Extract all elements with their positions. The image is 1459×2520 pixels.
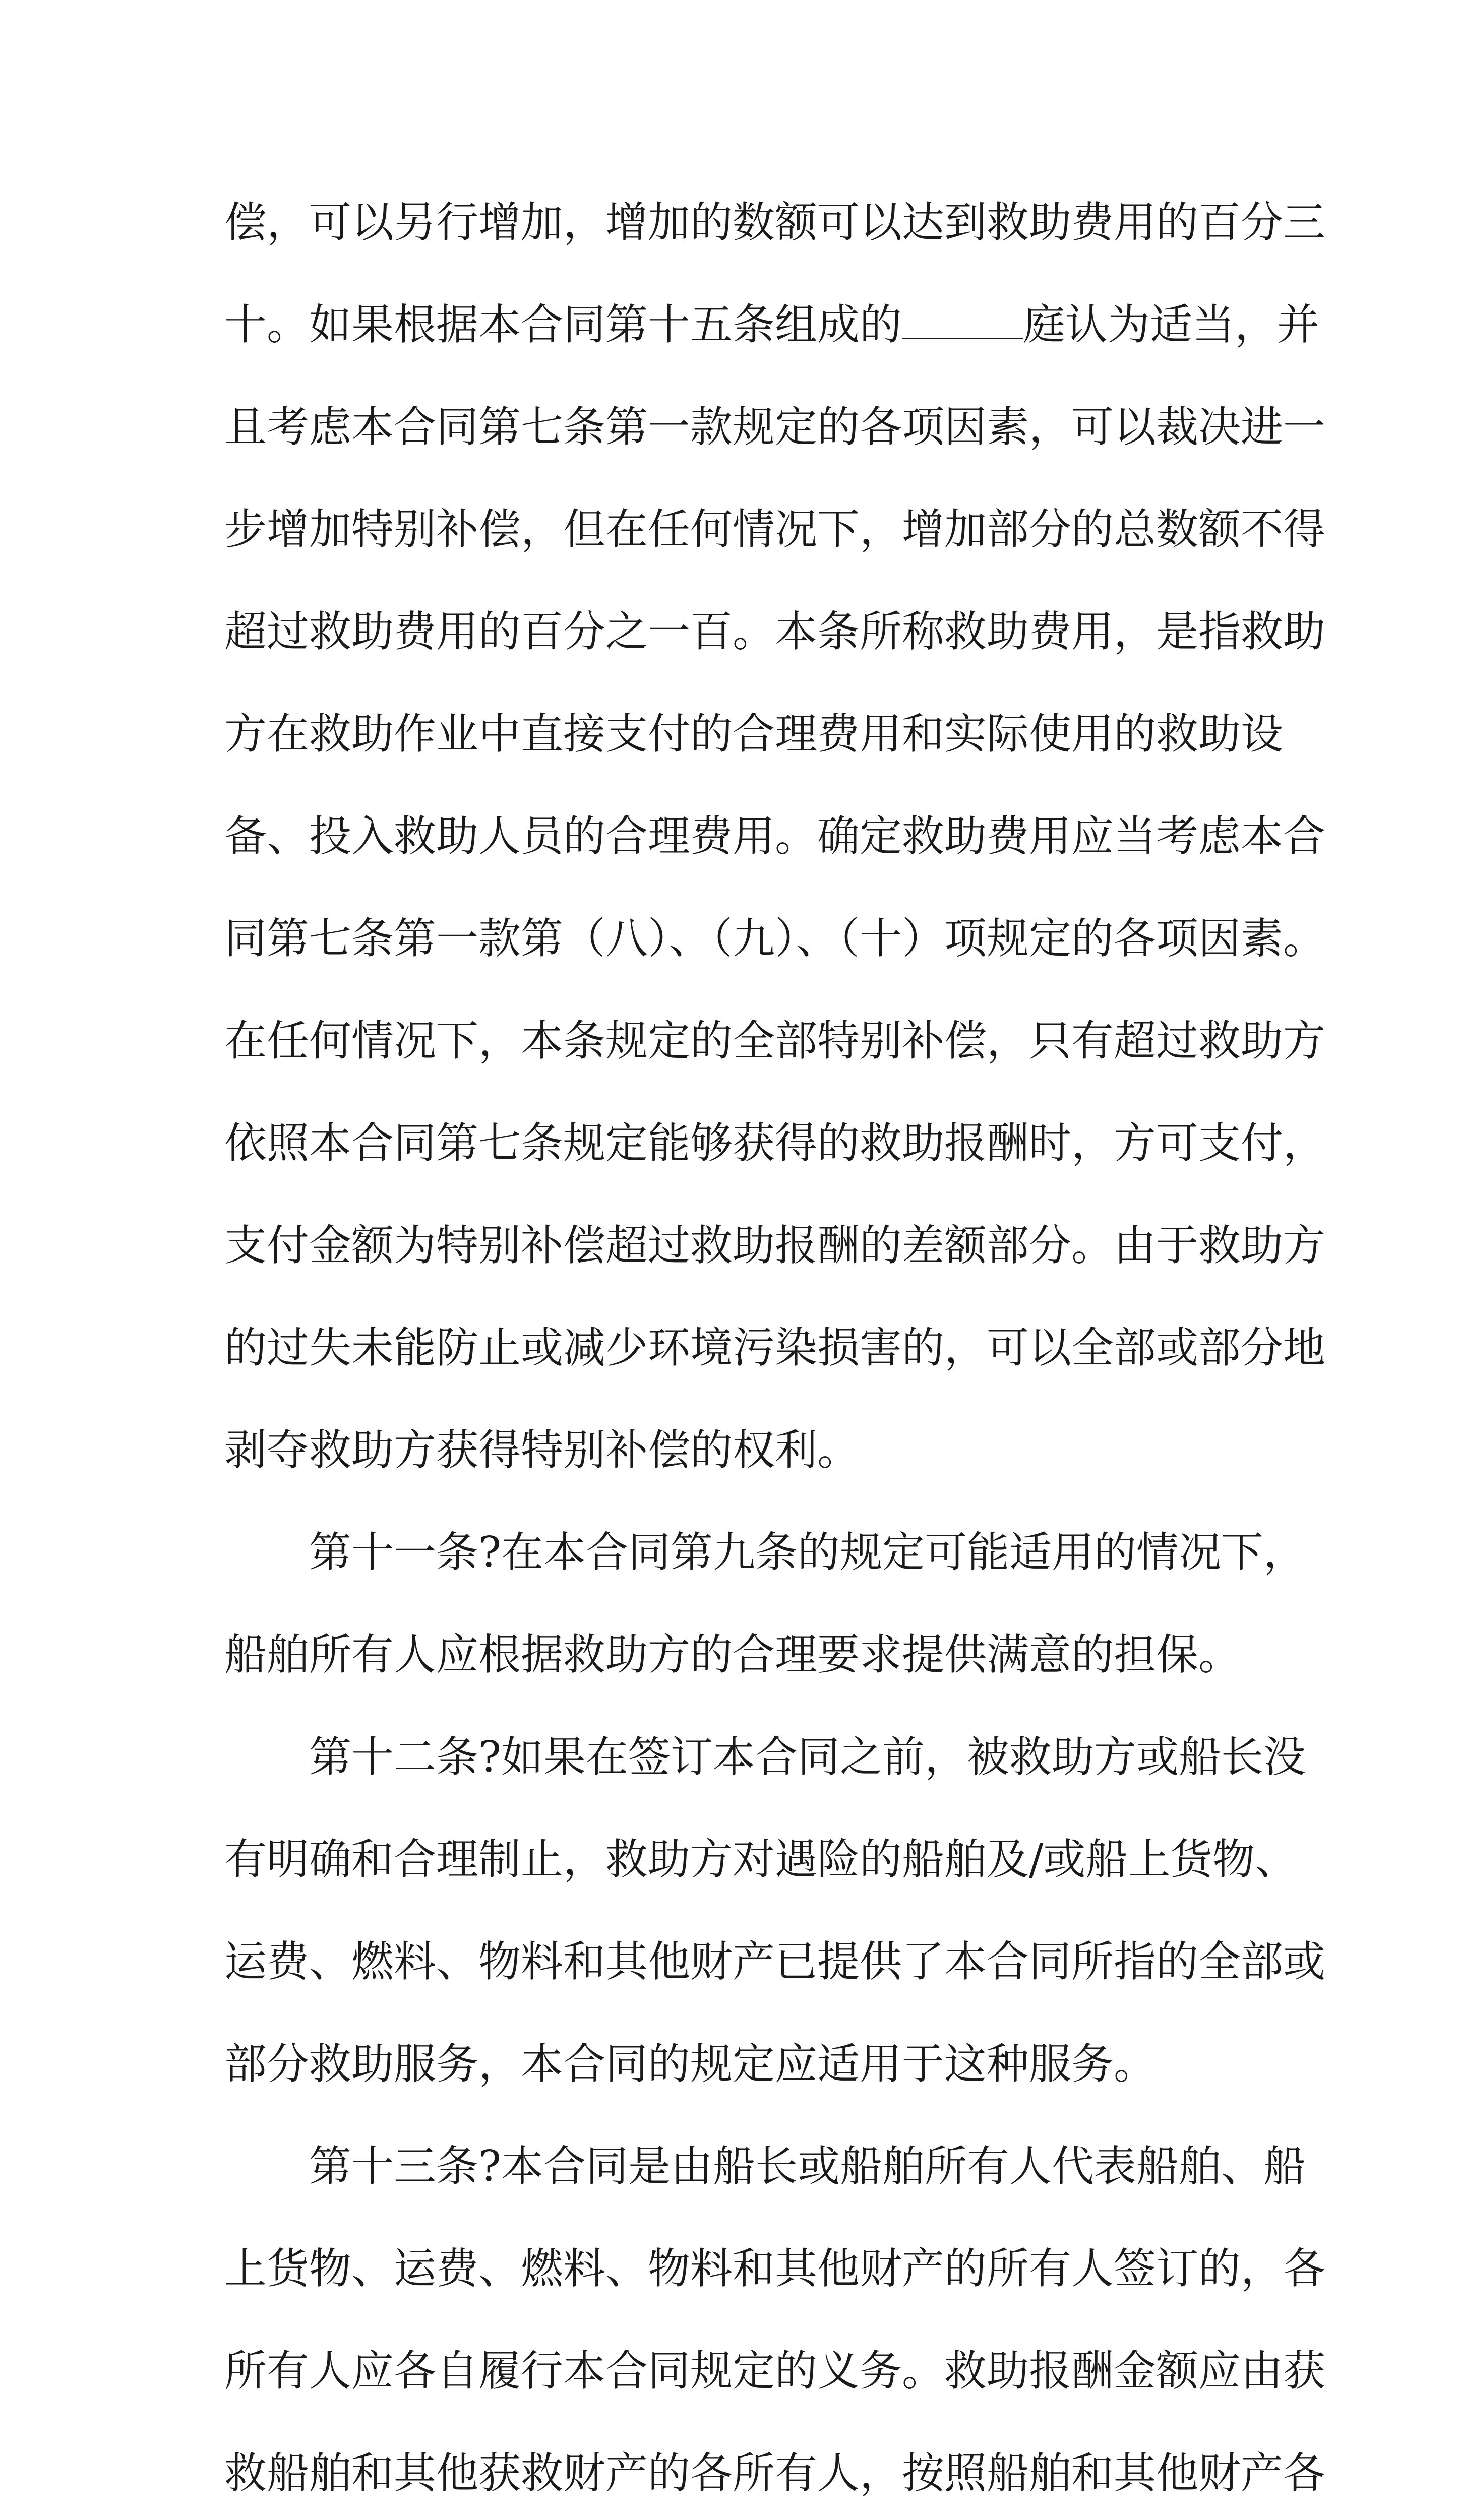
text-line: 步增加特别补偿，但在任何情况下，增加部分的总数额不得 bbox=[224, 505, 1326, 554]
text-line: 的过失未能防止或减少环境污染损害的，可以全部或部分地 bbox=[224, 1323, 1326, 1372]
text-line: 第十二条?如果在签订本合同之前，被救助方或船长没 bbox=[309, 1732, 1306, 1782]
text-line: 所有人应各自履行本合同规定的义务。救助报酬金额应由获 bbox=[224, 2346, 1326, 2396]
text-line: 第十一条?在本合同第九条的规定可能适用的情况下， bbox=[309, 1528, 1306, 1577]
text-line: 第十三条?本合同是由船长或船舶所有人代表船舶、船 bbox=[309, 2141, 1306, 2191]
article-11 bbox=[224, 1501, 1306, 1706]
text-line: 且考虑本合同第七条第一款规定的各项因素，可以裁决进一 bbox=[224, 402, 1326, 452]
text-segment: 十。如果根据本合同第十五条组成的 bbox=[224, 300, 902, 349]
text-line bbox=[224, 274, 1320, 376]
text-line: 偿，可以另行增加，增加的数额可以达到救助费用的百分三 bbox=[224, 198, 1326, 247]
text-segment: 庭认为适当，并 bbox=[1023, 300, 1320, 349]
text-line: 剥夺救助方获得特别补偿的权利。 bbox=[224, 1425, 860, 1475]
text-line: 支付金额为特别补偿超过救助报酬的差额部分。由于救助方 bbox=[224, 1221, 1326, 1270]
paragraph-special-compensation bbox=[224, 171, 1326, 1501]
text-line: 船舶所有人应根据救助方的合理要求提供满意的担保。 bbox=[224, 1630, 1241, 1679]
text-line: 运费、燃料、物料和其他财产已提供了本合同所指的全部或 bbox=[224, 1937, 1326, 1986]
text-line: 同第七条第一款第（八）、（九）、（十）项规定的各项因素。 bbox=[224, 914, 1326, 963]
article-13 bbox=[224, 2115, 1326, 2520]
text-line: 依照本合同第七条规定能够获得的救助报酬时，方可支付， bbox=[224, 1118, 1326, 1168]
text-line: 方在救助作业中直接支付的合理费用和实际使用的救助设 bbox=[224, 709, 1284, 759]
text-line: 在任何情况下，本条规定的全部特别补偿，只有超过救助方 bbox=[224, 1016, 1326, 1065]
text-line: 超过救助费用的百分之一百。本条所称救助费用，是指救助 bbox=[224, 607, 1326, 656]
text-line: 备、投入救助人员的合理费用。确定救助费用应当考虑本合 bbox=[224, 811, 1326, 861]
document-page bbox=[224, 171, 1326, 2520]
article-12 bbox=[224, 1706, 1326, 2115]
text-line: 上货物、运费、燃料、物料和其他财产的所有人签订的，各 bbox=[224, 2244, 1326, 2293]
fill-in-blank bbox=[902, 336, 1023, 339]
text-line: 有明确和合理制止，救助方对遇险的船舶及/或船上货物、 bbox=[224, 1835, 1298, 1884]
text-line: 部分救助服务，本合同的规定应适用于这种服务。 bbox=[224, 2039, 1157, 2089]
text-line: 救船舶和其他获救财产的各所有人，按照船舶和其他财产各 bbox=[224, 2448, 1326, 2498]
